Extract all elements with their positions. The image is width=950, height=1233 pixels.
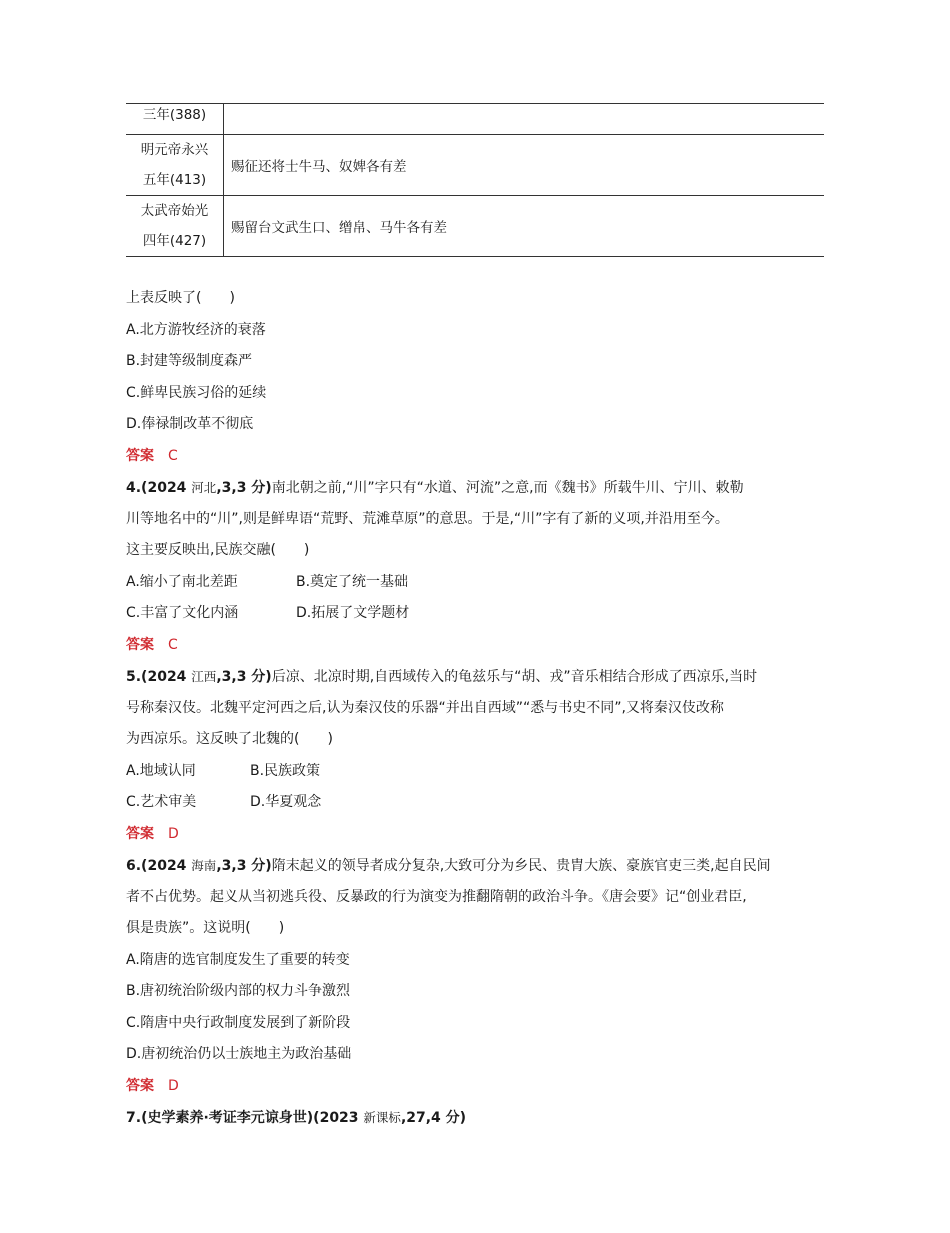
table-row [126, 104, 824, 135]
option-c: C.艺术审美 [126, 794, 197, 810]
question-score: ,3,3 分) [216, 858, 272, 874]
era-line: 太武帝始光 [140, 203, 209, 219]
option-row [126, 598, 824, 630]
question-score: ,3,3 分) [216, 480, 272, 496]
question-number: 4.(2024 [126, 480, 192, 496]
table-cell-content [224, 104, 824, 134]
question-text: 为西凉乐。这反映了北魏的( ) [126, 731, 333, 747]
table-cell-era [126, 196, 224, 256]
option-a: A.北方游牧经济的衰落 [126, 321, 266, 338]
question-source: 新课标 [363, 1110, 401, 1125]
question-text: 这主要反映出,民族交融( ) [126, 542, 310, 558]
question-score: ,3,3 分) [216, 669, 272, 685]
option-row [126, 567, 824, 599]
option-a: A.隋唐的选官制度发生了重要的转变 [126, 951, 350, 968]
question-line [126, 1102, 824, 1134]
answer-value: D [168, 1077, 179, 1094]
question-line [126, 850, 824, 882]
question-line [126, 661, 824, 693]
question-body [126, 283, 824, 1134]
answer-line [126, 441, 824, 473]
era-line: 明元帝永兴 [140, 142, 209, 158]
option-row [126, 756, 824, 788]
answer-label: 答案 [126, 1077, 154, 1094]
table-row [126, 135, 824, 196]
answer-value: C [168, 447, 178, 464]
option-a: A.地域认同 [126, 762, 196, 779]
question-source: 海南 [191, 858, 217, 873]
answer-line [126, 1071, 824, 1103]
question-number: 7. [126, 1110, 142, 1126]
question-score: ,27,4 分) [400, 1110, 467, 1126]
question-number: 5.(2024 [126, 669, 192, 685]
question-source: 河北 [191, 480, 217, 495]
option-c: C.隋唐中央行政制度发展到了新阶段 [126, 1014, 351, 1031]
era-line: 四年(427) [142, 233, 207, 249]
answer-value: C [168, 636, 178, 653]
option-c: C.鲜卑民族习俗的延续 [126, 384, 267, 401]
question-text: 隋末起义的领导者成分复杂,大致可分为乡民、贵胄大族、豪族官吏三类,起自民间 [271, 858, 771, 874]
question-text: 后凉、北凉时期,自西域传入的龟兹乐与“胡、戎”音乐相结合形成了西凉乐,当时 [271, 669, 758, 685]
answer-label: 答案 [126, 447, 154, 464]
answer-value: D [168, 825, 179, 842]
table-cell-content: 赐征还将士牛马、奴婢各有差 [231, 159, 407, 175]
question-text: 俱是贵族”。这说明( ) [126, 920, 285, 936]
option-d: D.唐初统治仍以士族地主为政治基础 [126, 1046, 352, 1062]
option-b: B.民族政策 [250, 762, 321, 779]
option-b: B.奠定了统一基础 [296, 573, 409, 590]
option-a: A.缩小了南北差距 [126, 573, 238, 590]
question-text: 者不占优势。起义从当初逃兵役、反暴政的行为演变为推翻隋朝的政治斗争。《唐会要》记“创业君臣, [126, 888, 747, 905]
question-source: 江西 [191, 669, 217, 684]
era-line: 三年(388) [142, 107, 207, 123]
option-b: B.唐初统治阶级内部的权力斗争激烈 [126, 983, 351, 999]
option-c: C.丰富了文化内涵 [126, 605, 239, 621]
era-line: 五年(413) [142, 172, 207, 188]
option-d: D.华夏观念 [250, 794, 322, 810]
table-row [126, 196, 824, 257]
table-cell-content: 赐留台文武生口、缯帛、马牛各有差 [231, 220, 447, 236]
reward-table [126, 103, 824, 257]
answer-line [126, 630, 824, 662]
answer-label: 答案 [126, 636, 154, 653]
question-line [126, 472, 824, 504]
option-b: B.封建等级制度森严 [126, 353, 253, 369]
question-text: 号称秦汉伎。北魏平定河西之后,认为秦汉伎的乐器“并出自西域”“悉与书史不同”,又将秦汉伎改称 [126, 699, 724, 716]
option-d: D.俸禄制改革不彻底 [126, 416, 254, 432]
question-number: 6.(2024 [126, 858, 192, 874]
table-cell-era [126, 135, 224, 195]
question-text: (史学素养·考证李元谅身世)(2023 [141, 1110, 364, 1126]
answer-label: 答案 [126, 825, 154, 842]
option-d: D.拓展了文学题材 [296, 605, 410, 621]
table-cell-era [126, 104, 224, 134]
answer-line [126, 819, 824, 851]
question-text: 南北朝之前,“川”字只有“水道、河流”之意,而《魏书》所载牛川、宁川、敕勒 [271, 480, 744, 496]
question-text: 川等地名中的“川”,则是鲜卑语“荒野、荒滩草原”的意思。于是,“川”字有了新的义项,并沿用至今。 [126, 510, 729, 527]
option-row [126, 787, 824, 819]
question-stem: 上表反映了( ) [126, 290, 235, 306]
